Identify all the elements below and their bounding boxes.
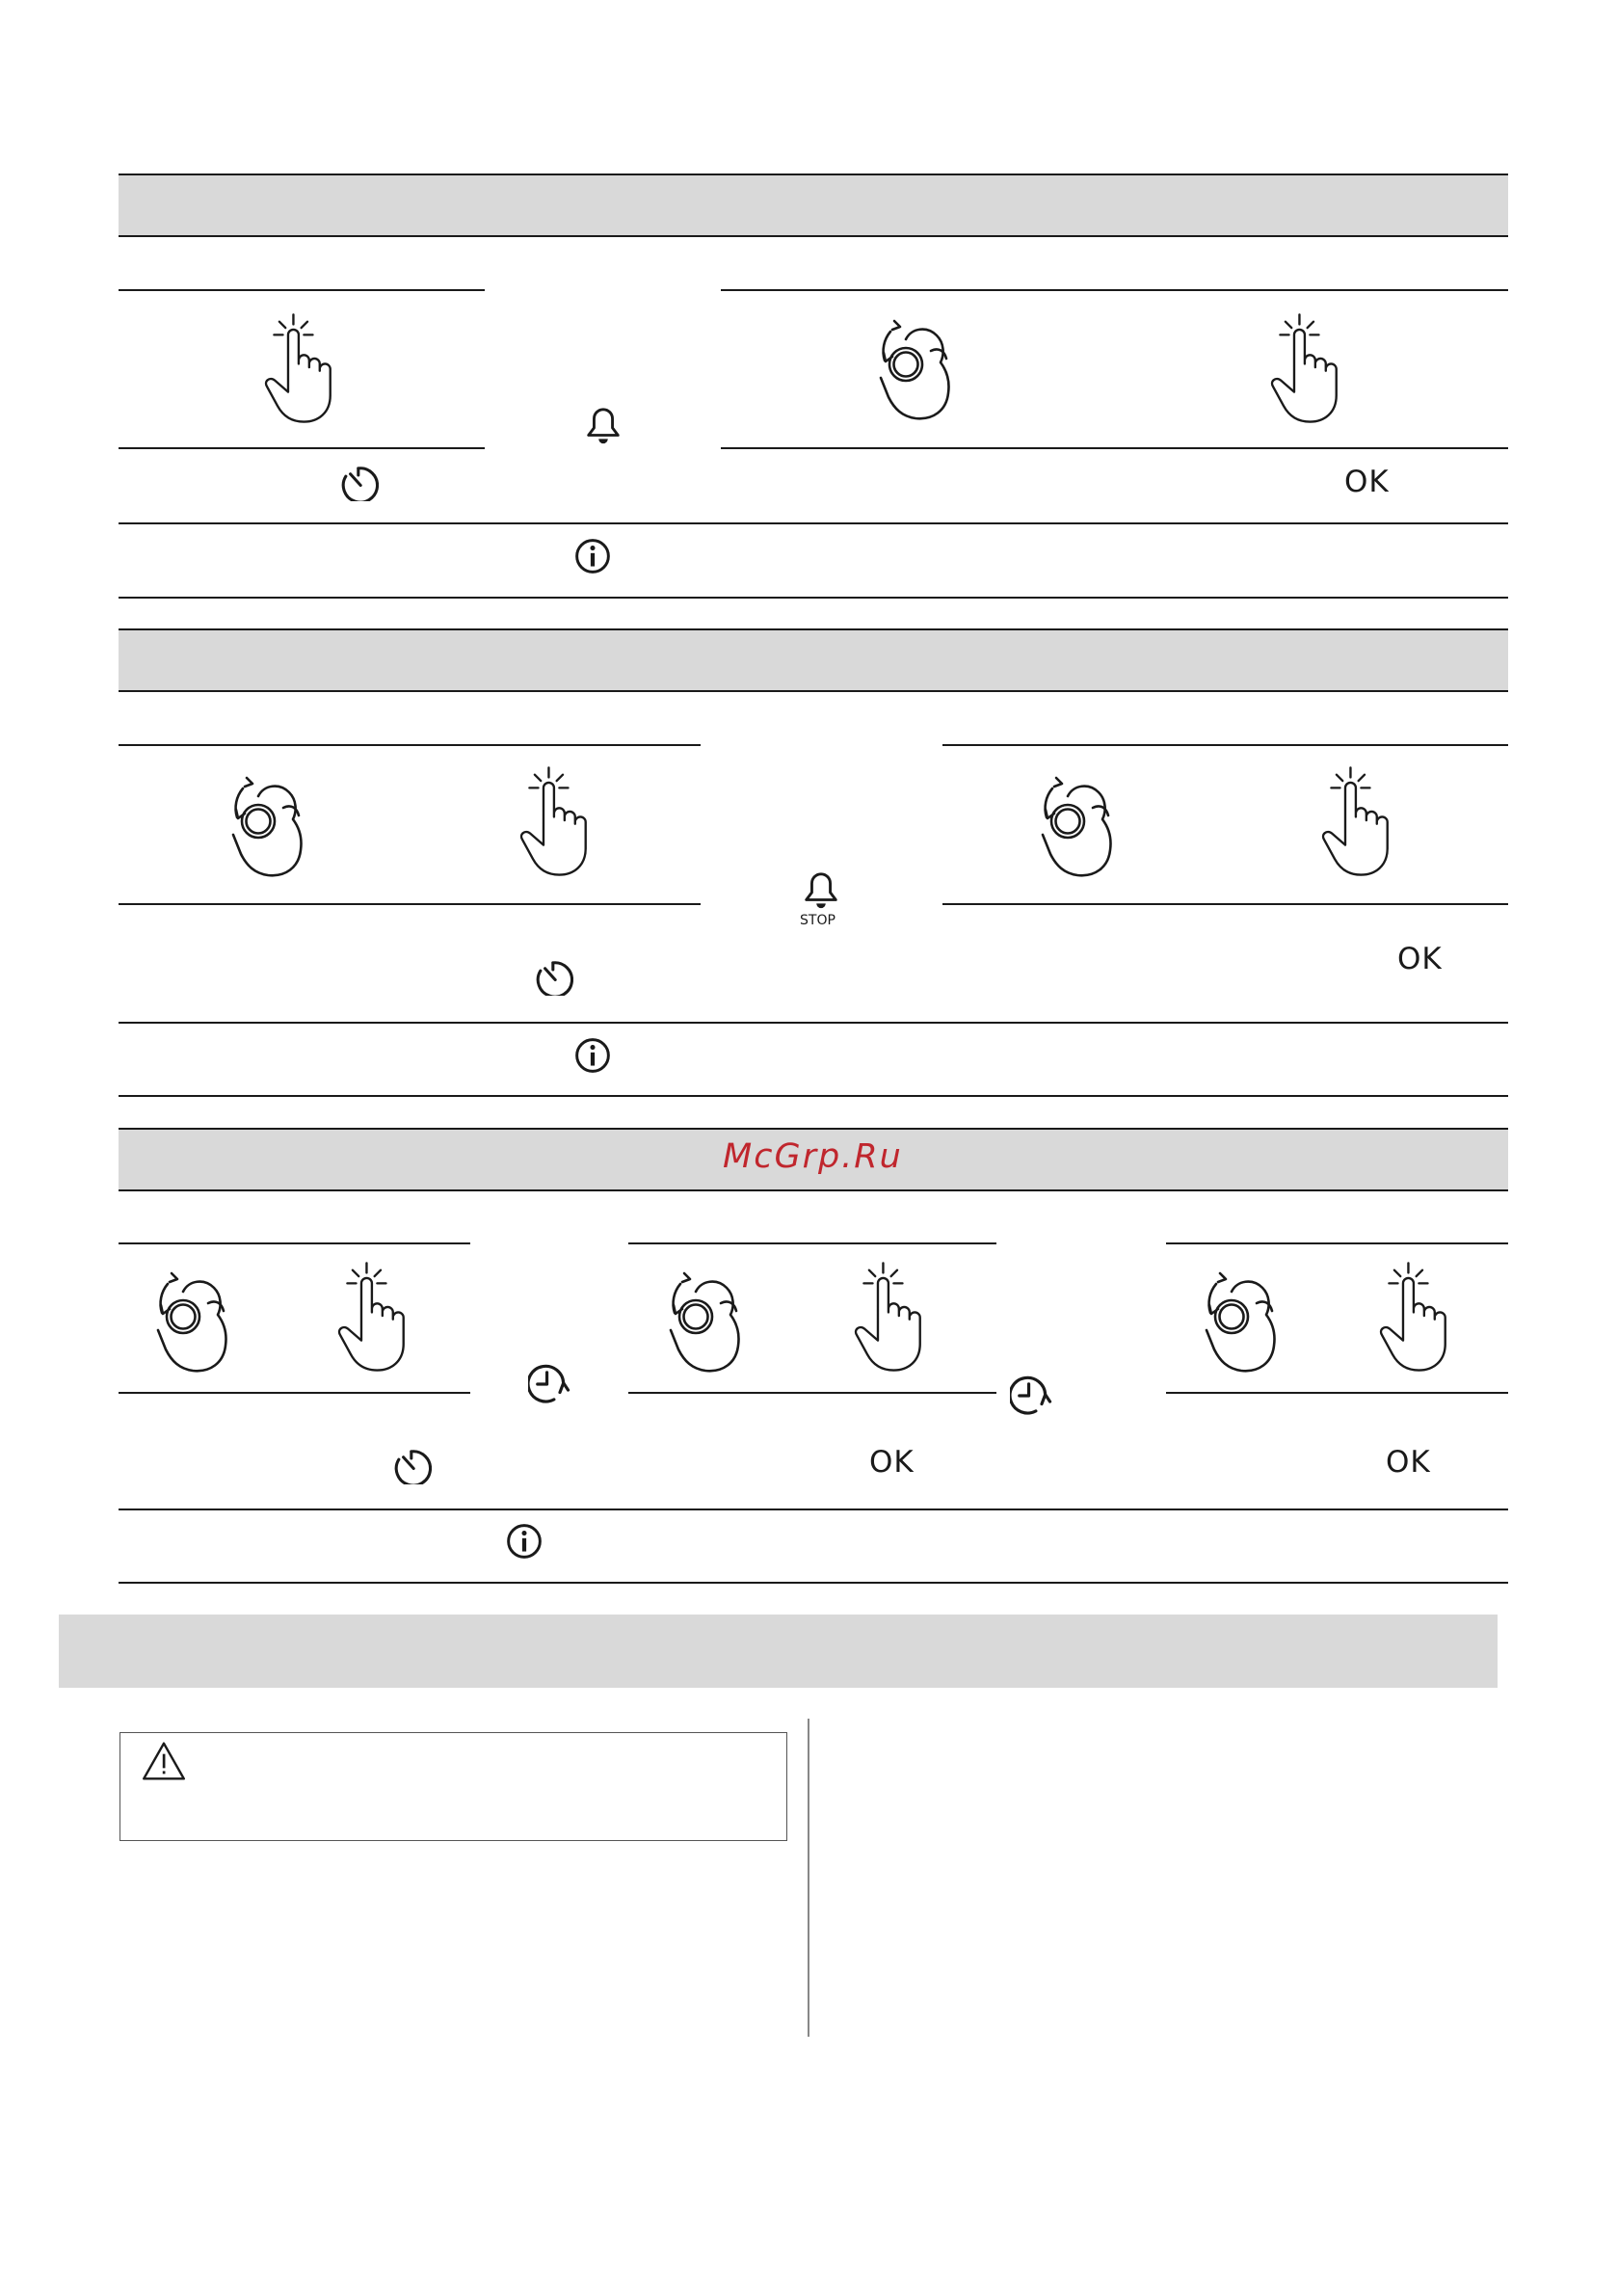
- section-header-band-1: [119, 174, 1508, 237]
- divider: [119, 1242, 470, 1244]
- timer-icon: [393, 1446, 432, 1484]
- rotate-knob-hand-icon: [648, 1257, 756, 1377]
- divider: [119, 1392, 470, 1394]
- warning-box: [119, 1732, 787, 1841]
- divider: [942, 744, 1508, 746]
- column-divider: [808, 1719, 809, 2037]
- divider: [119, 903, 701, 905]
- info-icon: [506, 1523, 543, 1560]
- divider: [119, 1508, 1508, 1510]
- rotate-knob-hand-icon: [135, 1257, 243, 1377]
- section-header-band-2: [119, 628, 1508, 692]
- info-icon: [574, 1037, 611, 1074]
- tap-hand-icon: [848, 1259, 927, 1375]
- divider: [628, 1392, 996, 1394]
- divider: [119, 597, 1508, 599]
- divider: [1166, 1392, 1508, 1394]
- divider: [119, 744, 701, 746]
- timer-icon: [340, 463, 379, 501]
- info-icon: [574, 538, 611, 574]
- rotate-knob-hand-icon: [858, 305, 966, 425]
- divider: [119, 289, 485, 291]
- divider: [721, 447, 1508, 449]
- tap-hand-icon: [1373, 1259, 1452, 1375]
- bell-stop-icon: [801, 868, 841, 912]
- divider: [119, 522, 1508, 524]
- ok-label: OK: [1386, 1445, 1431, 1480]
- divider: [119, 447, 485, 449]
- tap-hand-icon: [258, 310, 337, 426]
- tap-hand-icon: [514, 763, 593, 879]
- divider: [119, 1095, 1508, 1097]
- timer-icon: [535, 957, 573, 996]
- end-time-icon: [528, 1364, 570, 1404]
- rotate-knob-hand-icon: [1020, 761, 1127, 882]
- section-header-band-4: [59, 1615, 1498, 1688]
- divider: [1166, 1242, 1508, 1244]
- rotate-knob-hand-icon: [210, 761, 318, 882]
- ok-label: OK: [1344, 465, 1390, 499]
- watermark: McGrp.Ru: [723, 1137, 903, 1176]
- bell-icon: [583, 403, 623, 447]
- stop-label: STOP: [800, 913, 836, 928]
- ok-label: OK: [1397, 942, 1443, 976]
- end-time-icon: [1010, 1375, 1052, 1416]
- divider: [721, 289, 1508, 291]
- divider: [942, 903, 1508, 905]
- divider: [628, 1242, 996, 1244]
- rotate-knob-hand-icon: [1183, 1257, 1291, 1377]
- tap-hand-icon: [1315, 763, 1394, 879]
- tap-hand-icon: [1264, 310, 1343, 426]
- divider: [119, 1022, 1508, 1024]
- divider: [119, 1582, 1508, 1584]
- tap-hand-icon: [332, 1259, 411, 1375]
- ok-label: OK: [869, 1445, 915, 1480]
- warning-icon: [141, 1740, 187, 1782]
